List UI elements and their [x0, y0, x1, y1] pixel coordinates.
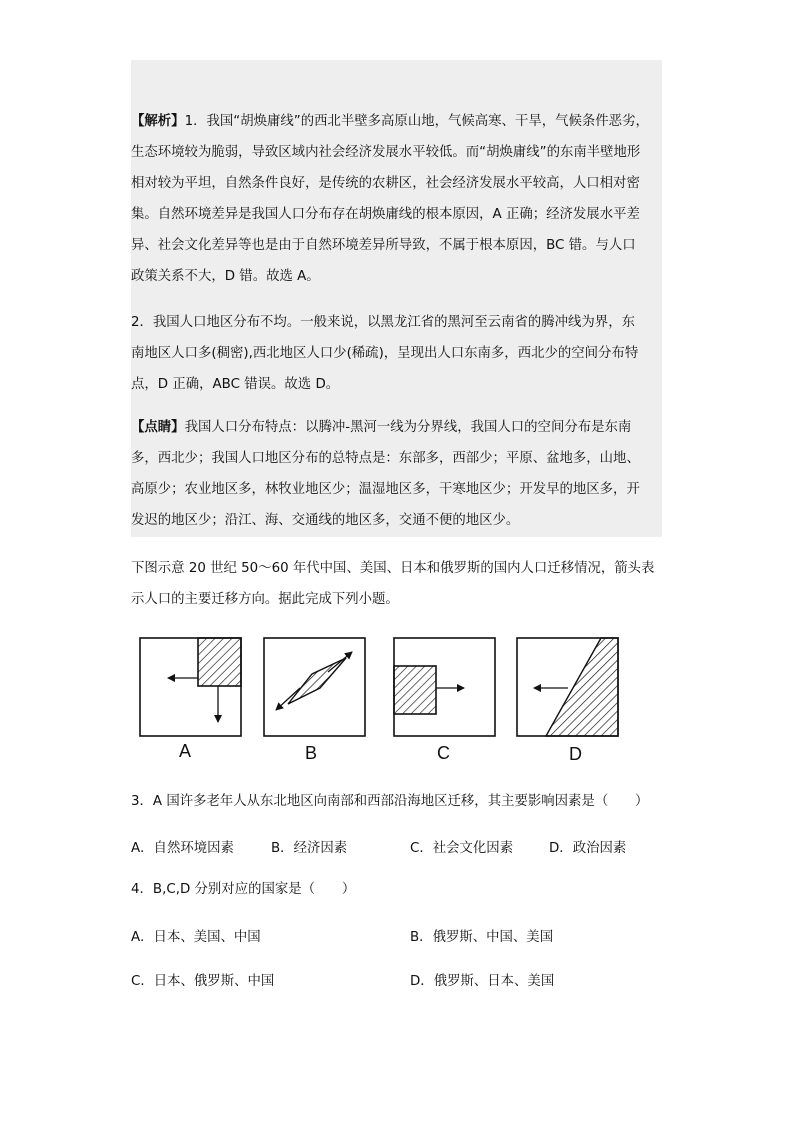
analysis-line-3: 相对较为平坦，自然条件良好，是传统的农耕区，社会经济发展水平较高，人口相对密 [131, 176, 640, 191]
figure-label-c: C [437, 743, 450, 763]
q3-option-b[interactable]: B．经济因素 [271, 841, 348, 856]
analysis-line-5: 异、社会文化差异等也是由于自然环境差异所导致，不属于根本原因，BC 错。与人口 [131, 238, 636, 253]
intro-line-2: 示人口的主要迁移方向。据此完成下列小题。 [131, 592, 399, 607]
analysis-line-6: 政策关系不大，D 错。故选 A。 [131, 269, 320, 284]
analysis-q2-line-2: 南地区人口多(稠密),西北地区人口少(稀疏)，呈现出人口东南多，西北少的空间分布特 [131, 346, 639, 361]
tips-line-3: 高原少；农业地区多，林牧业地区少；温湿地区多，干寒地区少；开发早的地区多，开 [131, 482, 640, 497]
q3-option-c[interactable]: C．社会文化因素 [410, 841, 514, 856]
intro-line-1: 下图示意 20 世纪 50～60 年代中国、美国、日本和俄罗斯的国内人口迁移情况，箭头表 [131, 561, 655, 576]
figure-label-d: D [569, 744, 582, 764]
q3-stem: 3．A 国许多老年人从东北地区向南部和西部沿海地区迁移，其主要影响因素是（ ） [131, 794, 649, 809]
q4-option-d[interactable]: D．俄罗斯、日本、美国 [410, 974, 555, 989]
analysis-line-1: 【解析】1．我国“胡焕庸线”的西北半壁多高原山地，气候高寒、干旱，气候条件恶劣， [131, 114, 649, 129]
tips-tag: 【点睛】 [131, 420, 185, 435]
q3-option-d[interactable]: D．政治因素 [549, 841, 627, 856]
analysis-q2-line-3: 点，D 正确，ABC 错误。故选 D。 [131, 377, 340, 392]
panel-a-region [198, 638, 241, 686]
panel-d [517, 638, 618, 736]
panel-b [264, 638, 365, 736]
migration-figure [136, 632, 636, 772]
q4-stem: 4．B,C,D 分别对应的国家是（ ） [131, 882, 356, 897]
analysis-line-4: 集。自然环境差异是我国人口分布存在胡焕庸线的根本原因，A 正确；经济发展水平差 [131, 207, 640, 222]
q4-option-b[interactable]: B．俄罗斯、中国、美国 [410, 930, 554, 945]
panel-c-region [394, 666, 436, 714]
panel-a [140, 638, 241, 736]
analysis-tag: 【解析】 [131, 114, 185, 129]
tips-line-4: 发迟的地区少；沿江、海、交通线的地区多，交通不便的地区少。 [131, 513, 520, 528]
tips-line-2: 多，西北少；我国人口地区分布的总特点是：东部多，西部少；平原、盆地多，山地、 [131, 451, 640, 466]
tips-line-1: 【点睛】我国人口分布特点：以腾冲-黑河一线为分界线，我国人口的空间分布是东南 [131, 420, 632, 435]
figure-label-b: B [305, 743, 318, 763]
figure-label-a: A [179, 741, 192, 761]
analysis-line-2: 生态环境较为脆弱，导致区域内社会经济发展水平较低。而“胡焕庸线”的东南半壁地形 [131, 145, 641, 160]
q4-option-c[interactable]: C．日本、俄罗斯、中国 [131, 974, 275, 989]
q3-option-a[interactable]: A．自然环境因素 [131, 841, 234, 856]
q4-option-a[interactable]: A．日本、美国、中国 [131, 930, 261, 945]
panel-c [394, 638, 495, 736]
analysis-q2-line-1: 2．我国人口地区分布不均。一般来说，以黑龙江省的黑河至云南省的腾冲线为界，东 [131, 315, 635, 330]
